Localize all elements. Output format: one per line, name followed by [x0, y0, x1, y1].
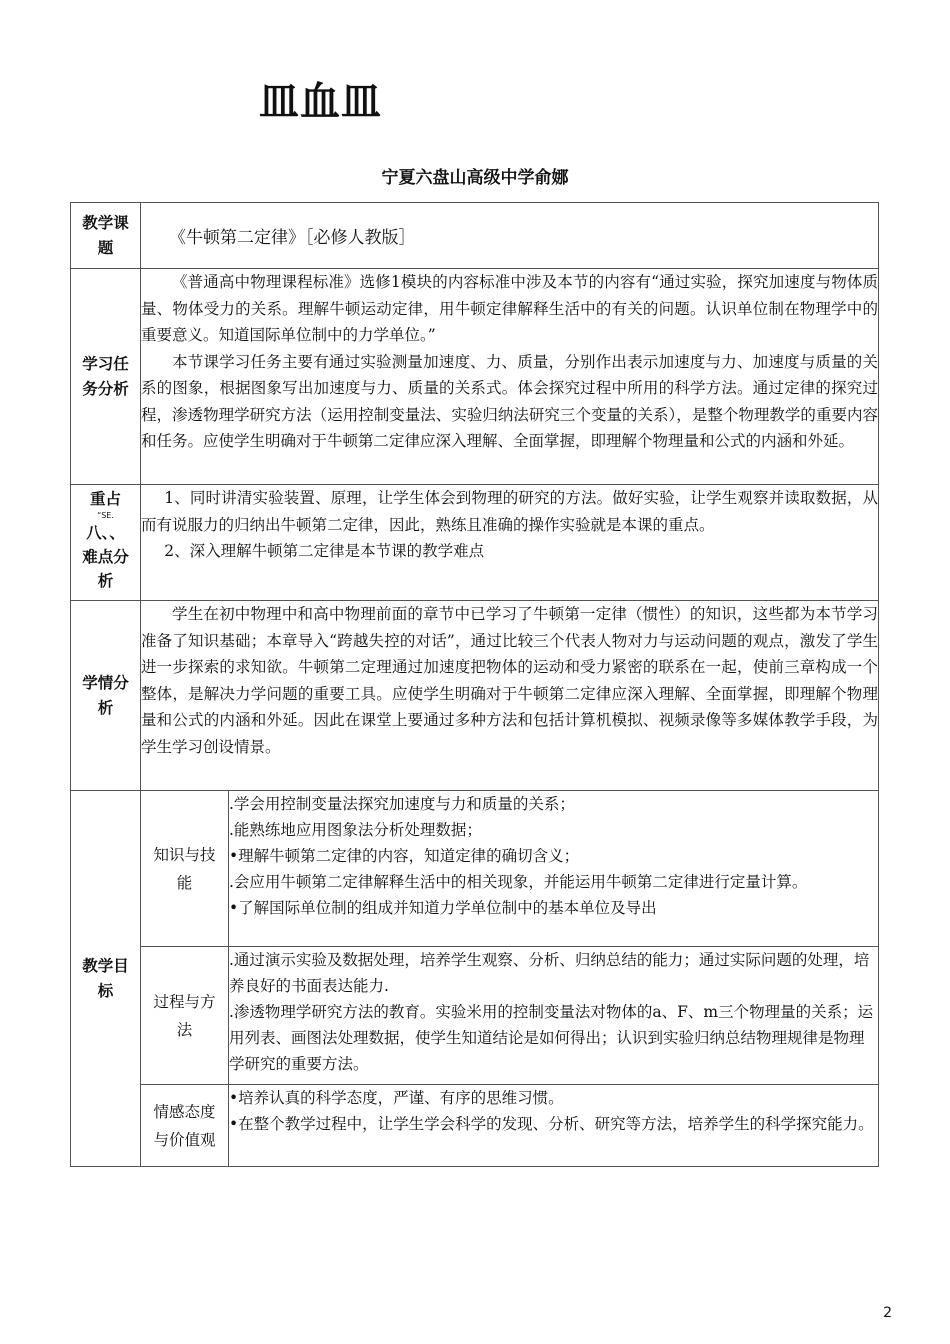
key-points-label	[71, 485, 141, 601]
key-points-content	[141, 485, 879, 601]
knowledge-item-5: •了解国际单位制的组成并知道力学单位制中的基本单位及导出	[229, 899, 657, 917]
lesson-plan-table	[70, 202, 879, 1167]
objectives-label-line2: 标	[97, 981, 114, 1000]
attitude-item-2: •在整个教学过程中，让学生学会科学的发现、分析、研究等方法，培养学生的科学探究能力。	[229, 1115, 874, 1133]
learner-analysis-content	[141, 601, 879, 791]
task-analysis-paragraph-2: 本节课学习任务主要有通过实验测量加速度、力、质量，分别作出表示加速度与力、加速度与质量的关系的图象，根据图象写出加速度与力、质量的关系式。体会探究过程中所用的科学方法。通过定律的探究过程，渗透物理学研究方法（运用控制变量法、实验归纳法研究三个变量的关系），是整个物理教学的重要内容和任务。应使学生明确对于牛顿第二定律应深入理解、全面掌握，即理解个物理量和公式的内涵和外延。	[141, 352, 878, 450]
task-analysis-label-line1: 学习任	[82, 354, 129, 373]
knowledge-label-line2: 能	[176, 873, 193, 892]
task-analysis-content	[141, 269, 879, 485]
key-points-row	[71, 485, 879, 601]
knowledge-item-1: .学会用控制变量法探究加速度与力和质量的关系；	[229, 795, 575, 813]
attitude-content	[229, 1085, 879, 1167]
task-analysis-paragraph-1: 《普通高中物理课程标准》选修1模块的内容标准中涉及本节的内容有“通过实验，探究加速度与物体质量、物体受力的关系。理解牛顿运动定律，用牛顿定律解释生活中的有关的问题。认识单位制在物理学中的重要意义。知道国际单位制中的力学单位。”	[141, 273, 878, 344]
objectives-label	[71, 791, 141, 1167]
page-number: 2	[883, 1305, 892, 1321]
knowledge-item-3: •理解牛顿第二定律的内容，知道定律的确切含义；	[229, 847, 580, 865]
task-analysis-label-line2: 务分析	[82, 379, 129, 398]
learner-analysis-label	[71, 601, 141, 791]
author-line: 宁夏六盘山高级中学俞娜	[381, 168, 569, 188]
learner-analysis-label-line2: 析	[97, 698, 114, 717]
objectives-knowledge-row	[71, 791, 879, 947]
knowledge-item-4: .会应用牛顿第二定律解释生活中的相关现象，并能运用牛顿第二定律进行定量计算。	[229, 873, 808, 891]
objectives-label-line1: 教学目	[82, 956, 129, 975]
key-points-label-line2: 八、、	[86, 524, 125, 542]
attitude-label	[141, 1085, 229, 1167]
topic-label-line1: 教学课	[82, 213, 129, 232]
topic-value	[141, 203, 879, 269]
learner-analysis-paragraph: 学生在初中物理中和高中物理前面的章节中已学习了牛顿第一定律（惯性）的知识，这些都为本节学习准备了知识基础；本章导入“跨越失控的对话”，通过比较三个代表人物对力与运动问题的观点，激发了学生进一步探索的求知欲。牛顿第二定理通过加速度把物体的运动和受力紧密的联系在一起，使前三章构成一个整体，是解决力学问题的重要工具。应使学生明确对于牛顿第二定律应深入理解、全面掌握，即理解个物理量和公式的内涵和外延。因此在课堂上要通过多种方法和包括计算机模拟、视频录像等多媒体教学手段，为学生学习创设情景。	[141, 605, 878, 756]
logo-text: 皿血皿	[259, 79, 382, 125]
key-points-label-line1: 重占	[89, 490, 121, 508]
knowledge-content	[229, 791, 879, 947]
topic-title: 《牛顿第二定律》［必修人教版］	[169, 228, 416, 248]
objectives-process-row	[71, 947, 879, 1085]
knowledge-item-2: .能熟练地应用图象法分析处理数据；	[229, 821, 482, 839]
task-analysis-row	[71, 269, 879, 485]
learner-analysis-label-line1: 学情分	[82, 673, 129, 692]
process-content	[229, 947, 879, 1085]
key-point-item-2: 2、深入理解牛顿第二定律是本节课的教学难点	[164, 542, 485, 560]
knowledge-label	[141, 791, 229, 947]
process-item-2: .渗透物理学研究方法的教育。实验米用的控制变量法对物体的a、F、m三个物理量的关系；运用列表、画图法处理数据，使学生知道结论是如何得出；认识到实验归纳总结物理规律是物理学研究的重要方法。	[229, 1003, 874, 1073]
process-label-line2: 法	[176, 1020, 193, 1039]
attitude-label-line1: 情感态度	[153, 1102, 216, 1121]
attitude-item-1: •培养认真的科学态度，严谨、有序的思维习惯。	[229, 1089, 564, 1107]
topic-label	[71, 203, 141, 269]
process-item-1: .通过演示实验及数据处理，培养学生观察、分析、归纳总结的能力；通过实际问题的处理，培养良好的书面表达能力.	[229, 951, 870, 995]
objectives-attitude-row	[71, 1085, 879, 1167]
topic-label-line2: 题	[97, 238, 114, 257]
topic-row	[71, 203, 879, 269]
task-analysis-label	[71, 269, 141, 485]
key-points-label-line4: 析	[97, 572, 114, 589]
key-points-label-tiny: “SE.	[97, 511, 114, 520]
attitude-label-line2: 与价值观	[153, 1130, 216, 1149]
key-point-item-1: 1、同时讲清实验装置、原理，让学生体会到物理的研究的方法。做好实验，让学生观察并读取数据，从而有说服力的归纳出牛顿第二定律，因此，熟练且准确的操作实验就是本课的重点。	[141, 489, 878, 534]
key-points-label-line3: 难点分	[82, 548, 129, 566]
learner-analysis-row	[71, 601, 879, 791]
knowledge-label-line1: 知识与技	[153, 845, 216, 864]
process-label-line1: 过程与方	[153, 992, 216, 1011]
process-label	[141, 947, 229, 1085]
